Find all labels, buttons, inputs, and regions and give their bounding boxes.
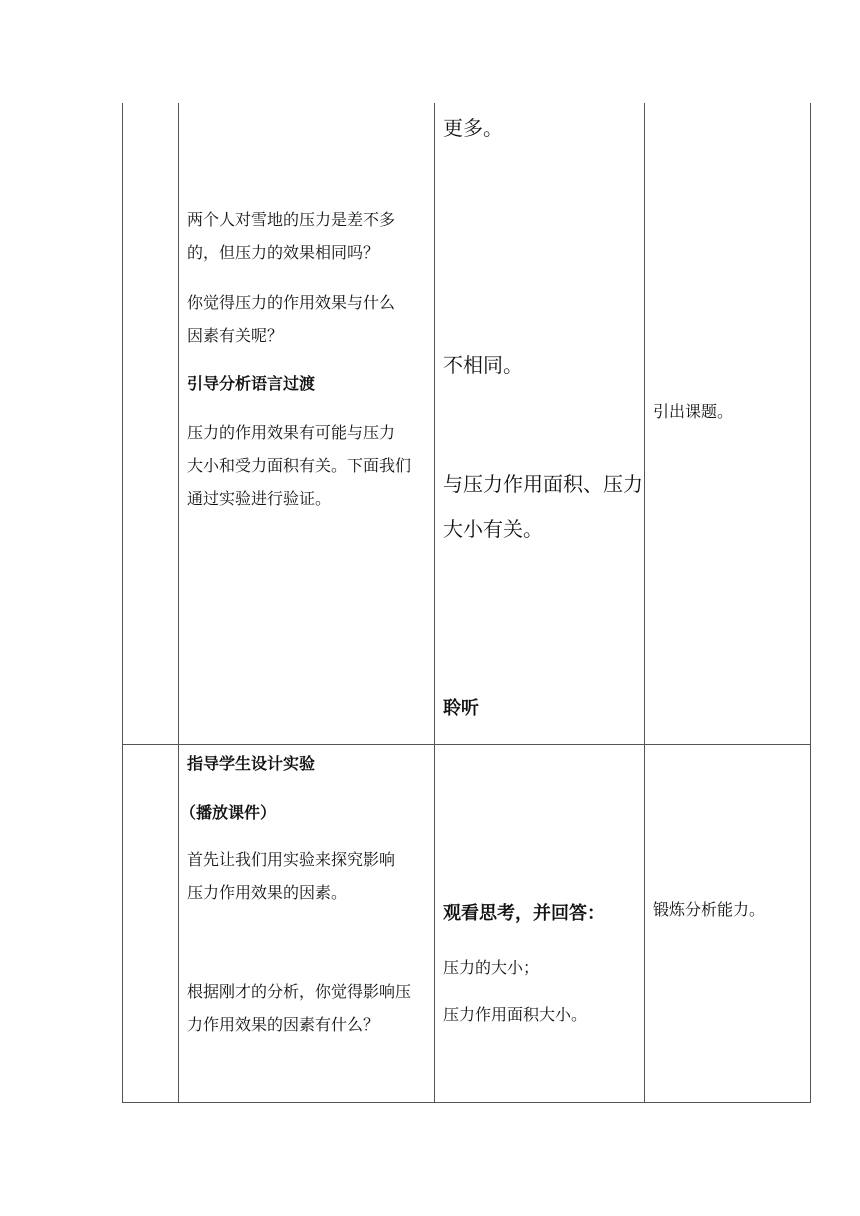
student-listen: 聆听 (443, 698, 479, 719)
teacher-guidance-heading: 引导分析语言过渡 (187, 374, 316, 393)
student-answer-pressure-size: 压力的大小； (443, 958, 540, 977)
student-answer-not-same: 不相同。 (443, 353, 523, 377)
teacher-transition-line1: 压力的作用效果有可能与压力 (187, 423, 396, 442)
student-answer-more: 更多。 (443, 116, 503, 140)
student-answer-area-size: 压力作用面积大小。 (443, 1005, 588, 1024)
student-answer-factors-line2: 大小有关。 (443, 517, 543, 541)
student-answer-factors-line1: 与压力作用面积、压力 (443, 472, 643, 496)
table-border-right (810, 103, 811, 1103)
table-divider-col2 (434, 103, 435, 1103)
teacher-explore-line1: 首先让我们用实验来探究影响 (187, 850, 396, 869)
table-border-bottom (122, 1102, 811, 1103)
teacher-explore-line2: 压力作用效果的因素。 (187, 883, 348, 902)
teacher-transition-line3: 通过实验进行验证。 (187, 489, 332, 508)
table-divider-col1 (178, 103, 179, 1103)
table-divider-col3 (644, 103, 645, 1103)
teacher-factors-question-line1: 根据刚才的分析，你觉得影响压 (187, 982, 412, 1001)
teacher-question-2-line2: 因素有关呢？ (187, 326, 284, 345)
teacher-transition-line2: 大小和受力面积有关。下面我们 (187, 456, 412, 475)
design-intent-introduce-topic: 引出课题。 (653, 402, 734, 421)
teacher-experiment-heading: 指导学生设计实验 (187, 754, 316, 773)
teacher-question-1-line1: 两个人对雪地的压力是差不多 (187, 210, 396, 229)
table-row-divider (122, 744, 811, 745)
teacher-question-1-line2: 的，但压力的效果相同吗？ (187, 243, 380, 262)
table-border-left (122, 103, 123, 1103)
teacher-factors-question-line2: 力作用效果的因素有什么？ (187, 1015, 380, 1034)
student-observe-heading: 观看思考，并回答： (443, 903, 605, 924)
design-intent-analysis: 锻炼分析能力。 (653, 900, 766, 919)
teacher-question-2-line1: 你觉得压力的作用效果与什么 (187, 293, 396, 312)
teacher-play-courseware: （播放课件） (180, 803, 277, 822)
